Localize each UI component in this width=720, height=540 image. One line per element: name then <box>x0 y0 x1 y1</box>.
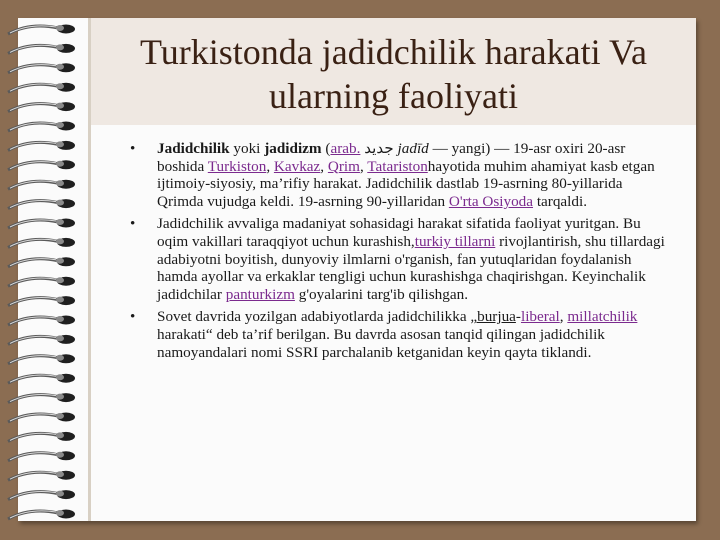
link-arab[interactable]: arab. <box>330 140 361 157</box>
title-line-1: Turkistonda jadidchilik harakati Va <box>140 32 647 72</box>
text: hayotida muhim ahamiyat kasb etgan ijtimoiy-siyosiy, ma’rifiy harakat. Jadidchilik dastlab 19-asrning 80-yillarida Qrimda vujudga keldi. 19-asrning 90-yillaridan <box>157 157 655 210</box>
text: Jadidchilik avvaliga madaniyat sohasidagi harakat sifatida faoliyat yuritgan. Bu oqim vakillari taraqqiyot uchun kurashish, <box>157 215 641 250</box>
text: , <box>320 157 328 175</box>
term-jadidizm: jadidizm <box>264 140 322 157</box>
spiral-ring-icon <box>8 316 75 326</box>
title-line-2: ularning faoliyati <box>269 76 518 116</box>
spiral-ring-icon <box>8 510 75 520</box>
spiral-ring-icon <box>8 180 75 190</box>
link-qrim[interactable]: Qrim <box>327 157 360 175</box>
spiral-ring-icon <box>8 257 75 267</box>
spiral-ring-icon <box>8 277 75 287</box>
spiral-ring-icon <box>8 83 75 93</box>
text: tarqaldi. <box>533 192 587 210</box>
link-millatchilik[interactable]: millatchilik <box>567 308 638 326</box>
bullet-marker: • <box>130 308 136 326</box>
bullet-marker: • <box>130 140 136 157</box>
spiral-ring-icon <box>8 413 75 423</box>
spiral-ring-icon <box>8 219 75 229</box>
text: , <box>266 157 274 175</box>
link-liberal[interactable]: liberal <box>520 308 560 326</box>
link-burjua[interactable]: „burjua <box>470 308 516 326</box>
bullet-item-1 <box>130 140 670 210</box>
spiral-ring-icon <box>8 122 75 132</box>
text: g'oyalarini targ'ib qilishgan. <box>294 285 468 303</box>
text: — yangi) — 19-asr oxiri 20-asr boshida <box>157 140 626 175</box>
bullet-item-2 <box>130 215 670 303</box>
spiral-ring-icon <box>8 44 75 54</box>
spiral-ring-icon <box>8 335 75 345</box>
spiral-ring-icon <box>8 374 75 384</box>
text: ( <box>321 140 331 157</box>
link-panturkizm[interactable]: panturkizm <box>225 285 295 303</box>
spiral-ring-icon <box>8 432 75 442</box>
text: harakati“ deb ta’rif berilgan. Bu davrda asosan tanqid qilingan jadidchilik namoyandalari nomi SSRI parchalanib ketganidan keyin qayta tiklandi. <box>157 325 605 361</box>
link-kavkaz[interactable]: Kavkaz <box>273 157 321 175</box>
text: - <box>515 308 521 326</box>
slide-title <box>91 30 696 118</box>
text: , <box>559 308 568 326</box>
spiral-ring-icon <box>8 354 75 364</box>
link-orta-osiyoda[interactable]: O'rta Osiyoda <box>448 192 534 210</box>
spiral-ring-icon <box>8 451 75 461</box>
spiral-ring-icon <box>8 63 75 73</box>
bullet-marker: • <box>130 215 136 233</box>
slide-body <box>130 140 670 366</box>
spiral-ring-icon <box>8 160 75 170</box>
bullet-list <box>130 140 670 361</box>
spiral-ring-icon <box>8 238 75 248</box>
spiral-ring-icon <box>8 25 75 35</box>
text: yoki <box>229 140 265 157</box>
link-tatariston[interactable]: Tatariston <box>367 157 428 175</box>
text: rivojlantirish, shu tillardagi adabiyotni boyitish, dunyoviy ilmlarni o'rganish, fan yutuqlaridan foydalanish hamda ayollar va erkaklar tengligi uchun kurashishga chaqirishgan. Keyinchalik jadidchilar <box>157 232 665 303</box>
transliteration: jadīd <box>397 140 429 157</box>
term-jadidchilik: Jadidchilik <box>157 140 230 157</box>
notebook-spiral-rings-icon <box>0 0 90 540</box>
spiral-ring-icon <box>8 393 75 403</box>
spiral-ring-icon <box>8 141 75 151</box>
spiral-ring-icon <box>8 199 75 209</box>
spiral-ring-icon <box>8 102 75 112</box>
text: , <box>359 157 368 175</box>
spiral-ring-icon <box>8 471 75 481</box>
link-turkiston[interactable]: Turkiston <box>207 157 267 175</box>
link-turkiy-tillarni[interactable]: turkiy tillarni <box>414 232 496 250</box>
text: Sovet davrida yozilgan adabiyotlarda jadidchilikka <box>157 308 471 326</box>
spiral-ring-icon <box>8 296 75 306</box>
arabic-word: جديد <box>360 140 398 157</box>
spiral-ring-icon <box>8 490 75 500</box>
bullet-item-3 <box>130 308 670 361</box>
